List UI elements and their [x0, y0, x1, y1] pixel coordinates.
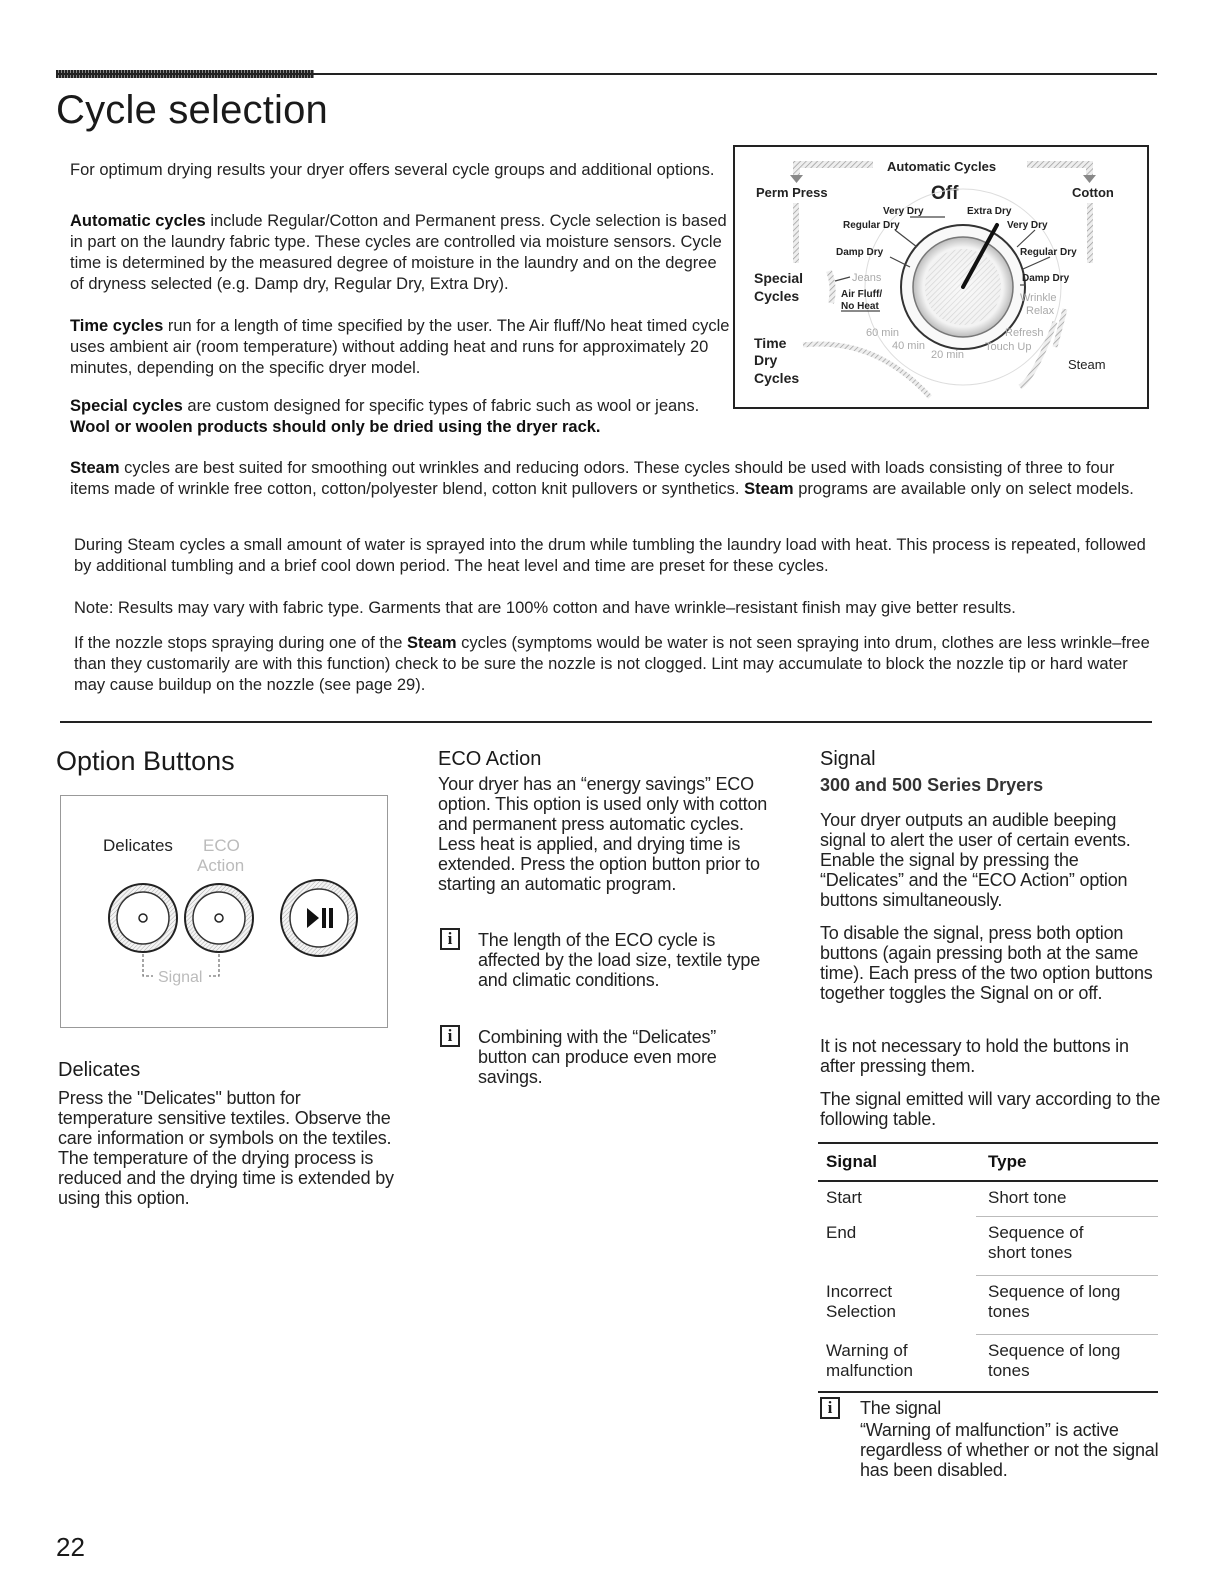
time-cycles-label: Cycles: [754, 370, 800, 386]
steam-paragraph: Steam cycles are best suited for smoothing out wrinkles and reducing odors. These cycles should be used with loads consisting of three to four items made of wrinkle free cotton, cotton/polyester blend, cotton knit pullovers or synthetics. Steam programs are available only on select models.: [70, 459, 1134, 498]
info-icon: i: [440, 1025, 460, 1047]
delicates-panel-label: Delicates: [103, 836, 173, 855]
40-min-label: 40 min: [892, 340, 926, 352]
signal-paragraph-3: It is not necessary to hold the buttons in after pressing them.: [820, 1036, 1129, 1076]
special-cycles-term: Special cycles: [70, 397, 183, 415]
type-cell: Sequence of short tones: [976, 1217, 1158, 1276]
perm-press-label: Perm Press: [756, 185, 828, 200]
page-title: Cycle selection: [56, 88, 329, 132]
pause-icon: [322, 908, 326, 928]
signal-info-title: The signal: [860, 1398, 942, 1418]
eco-info-combining: Combining with the “Delicates” button can produce even more savings.: [478, 1027, 717, 1087]
dry-label: Dry: [754, 352, 778, 368]
signal-cell: Warning of malfunction: [826, 1340, 913, 1380]
signal-info-text: “Warning of malfunction” is active regardless of whether or not the signal has been disabled.: [860, 1420, 1159, 1480]
automatic-cycles-term: Automatic cycles: [70, 212, 206, 230]
cycle-dial-diagram: [735, 147, 1147, 407]
section-divider: [60, 721, 1152, 723]
signal-heading: Signal: [820, 748, 876, 770]
option-buttons-illustration: [61, 796, 387, 1027]
info-icon: i: [820, 1397, 840, 1419]
option-buttons-panel: [60, 795, 388, 1028]
intro-paragraph: For optimum drying results your dryer offers several cycle groups and additional options.: [70, 161, 715, 179]
touch-up-label: Touch Up: [985, 341, 1032, 353]
damp-dry-left-label: Damp Dry: [836, 247, 884, 258]
cotton-label: Cotton: [1072, 185, 1114, 200]
automatic-cycles-paragraph: Automatic cycles include Regular/Cotton and Permanent press. Cycle selection is based in part on the laundry fabric type. These cycles are controlled via moisture sensors. Cycle time is determined by the measured degree of moisture in the laundry and on the degree of dryness selected (e.g. Damp dry, Regular Dry, Extra Dry).: [70, 212, 727, 293]
time-cycles-term: Time cycles: [70, 317, 164, 335]
time-cycles-paragraph: Time cycles run for a length of time specified by the user. The Air fluff/No heat timed cycle uses ambient air (room temperature) without adding heat and runs for approximately 20 minutes, depending on the specific dryer model.: [70, 317, 730, 377]
signal-paragraph-4: The signal emitted will vary according to the following table.: [820, 1089, 1161, 1129]
table-row: [818, 1217, 1158, 1276]
type-col-header: Type: [988, 1152, 1027, 1171]
special-label: Special: [754, 270, 804, 286]
info-icon: i: [440, 928, 460, 950]
nozzle-paragraph: If the nozzle stops spraying during one of the Steam cycles (symptoms would be water is not seen spraying into drum, clothes are less wrinkle–free than they customarily are with this function) check to be sure the nozzle is not clogged. Lint may accumulate to block the nozzle tip or hard water may cause buildup on the nozzle (see page 29).: [74, 634, 1150, 694]
special-cycles-paragraph: Special cycles are custom designed for specific types of fabric such as wool or jeans. Wool or woolen products should only be dried using the dryer rack.: [70, 397, 700, 436]
special-cycles-label: Cycles: [754, 288, 800, 304]
steam-term: Steam: [70, 459, 120, 477]
relax-label: Relax: [1026, 305, 1055, 317]
regular-dry-left-label: Regular Dry: [843, 220, 900, 231]
signal-panel-label: Signal: [158, 969, 203, 986]
signal-paragraph-2: To disable the signal, press both option buttons (again pressing both at the same time). Each press of the two option buttons together toggles the Signal on or off.: [820, 923, 1153, 1003]
signal-subheading: 300 and 500 Series Dryers: [820, 775, 1044, 795]
regular-dry-right-label: Regular Dry: [1020, 247, 1077, 258]
automatic-bracket-right: [1027, 161, 1093, 168]
type-cell: Sequence of long tones: [988, 1341, 1121, 1380]
header-rule: [56, 73, 1157, 75]
signal-col-header: Signal: [826, 1152, 878, 1171]
delicates-text: Press the "Delicates" button for temperature sensitive textiles. Observe the care information or symbols on the textiles. The temperature of the drying process is reduced and the drying time is extended by using this option.: [58, 1088, 394, 1208]
20-min-label: 20 min: [931, 349, 965, 361]
cycle-dial-figure: [733, 145, 1149, 409]
eco-action-button[interactable]: [185, 884, 253, 952]
eco-panel-label: ECO: [203, 836, 240, 855]
delicates-button[interactable]: [109, 884, 177, 952]
automatic-cycles-label: Automatic Cycles: [887, 159, 997, 174]
delicates-heading: Delicates: [58, 1059, 141, 1081]
extra-dry-label: Extra Dry: [967, 206, 1012, 217]
table-row: [818, 1276, 1158, 1335]
action-panel-label: Action: [197, 856, 245, 875]
signal-cell: Start: [826, 1188, 862, 1207]
very-dry-left-label: Very Dry: [883, 206, 924, 217]
signal-cell: End: [826, 1222, 857, 1242]
signal-table: [818, 1142, 1158, 1393]
wrinkle-label: Wrinkle: [1020, 292, 1057, 304]
type-cell: Short tone: [976, 1181, 1158, 1217]
start-pause-button[interactable]: [281, 880, 357, 956]
jeans-label: Jeans: [852, 272, 882, 284]
table-row: [818, 1335, 1158, 1393]
damp-dry-right-label: Damp Dry: [1022, 273, 1070, 284]
very-dry-right-label: Very Dry: [1007, 220, 1048, 231]
automatic-bracket-left: [793, 161, 873, 168]
table-row: [818, 1181, 1158, 1217]
steam-term-2: Steam: [744, 480, 794, 498]
off-label: Off: [931, 183, 959, 204]
during-steam-paragraph: During Steam cycles a small amount of water is sprayed into the drum while tumbling the laundry load with heat. This process is repeated, followed by additional tumbling and a brief cool down period. The heat level and time are preset for these cycles.: [74, 536, 1146, 575]
nozzle-steam-term: Steam: [406, 634, 457, 652]
option-buttons-heading: Option Buttons: [56, 746, 235, 776]
eco-info-length: The length of the ECO cycle is affected by the load size, textile type and climatic conditions.: [478, 930, 761, 990]
60-min-label: 60 min: [866, 327, 900, 339]
eco-action-text: Your dryer has an “energy savings” ECO option. This option is used only with cotton and permanent press automatic cycles. Less heat is applied, and drying time is extended. Press the option button prior to starting an automatic program.: [438, 774, 768, 894]
note-paragraph: Note: Results may vary with fabric type. Garments that are 100% cotton and have wrinkle–resistant finish may give better results.: [74, 599, 1016, 617]
no-heat-label: No Heat: [841, 301, 879, 312]
steam-label: Steam: [1068, 357, 1106, 372]
time-label: Time: [754, 335, 787, 351]
page-number: 22: [56, 1532, 85, 1562]
wool-warning: Wool or woolen products should only be dried using the dryer rack.: [70, 418, 601, 436]
air-fluff-label: Air Fluff/: [841, 289, 883, 300]
refresh-label: Refresh: [1005, 327, 1044, 339]
eco-action-heading: ECO Action: [438, 748, 542, 770]
signal-cell: Incorrect Selection: [826, 1281, 896, 1321]
type-cell: Sequence of long tones: [976, 1276, 1158, 1335]
signal-paragraph-1: Your dryer outputs an audible beeping signal to alert the user of certain events. Enable the signal by pressing the “Delicates” and the “ECO Action” option buttons simultaneously.: [820, 810, 1131, 910]
